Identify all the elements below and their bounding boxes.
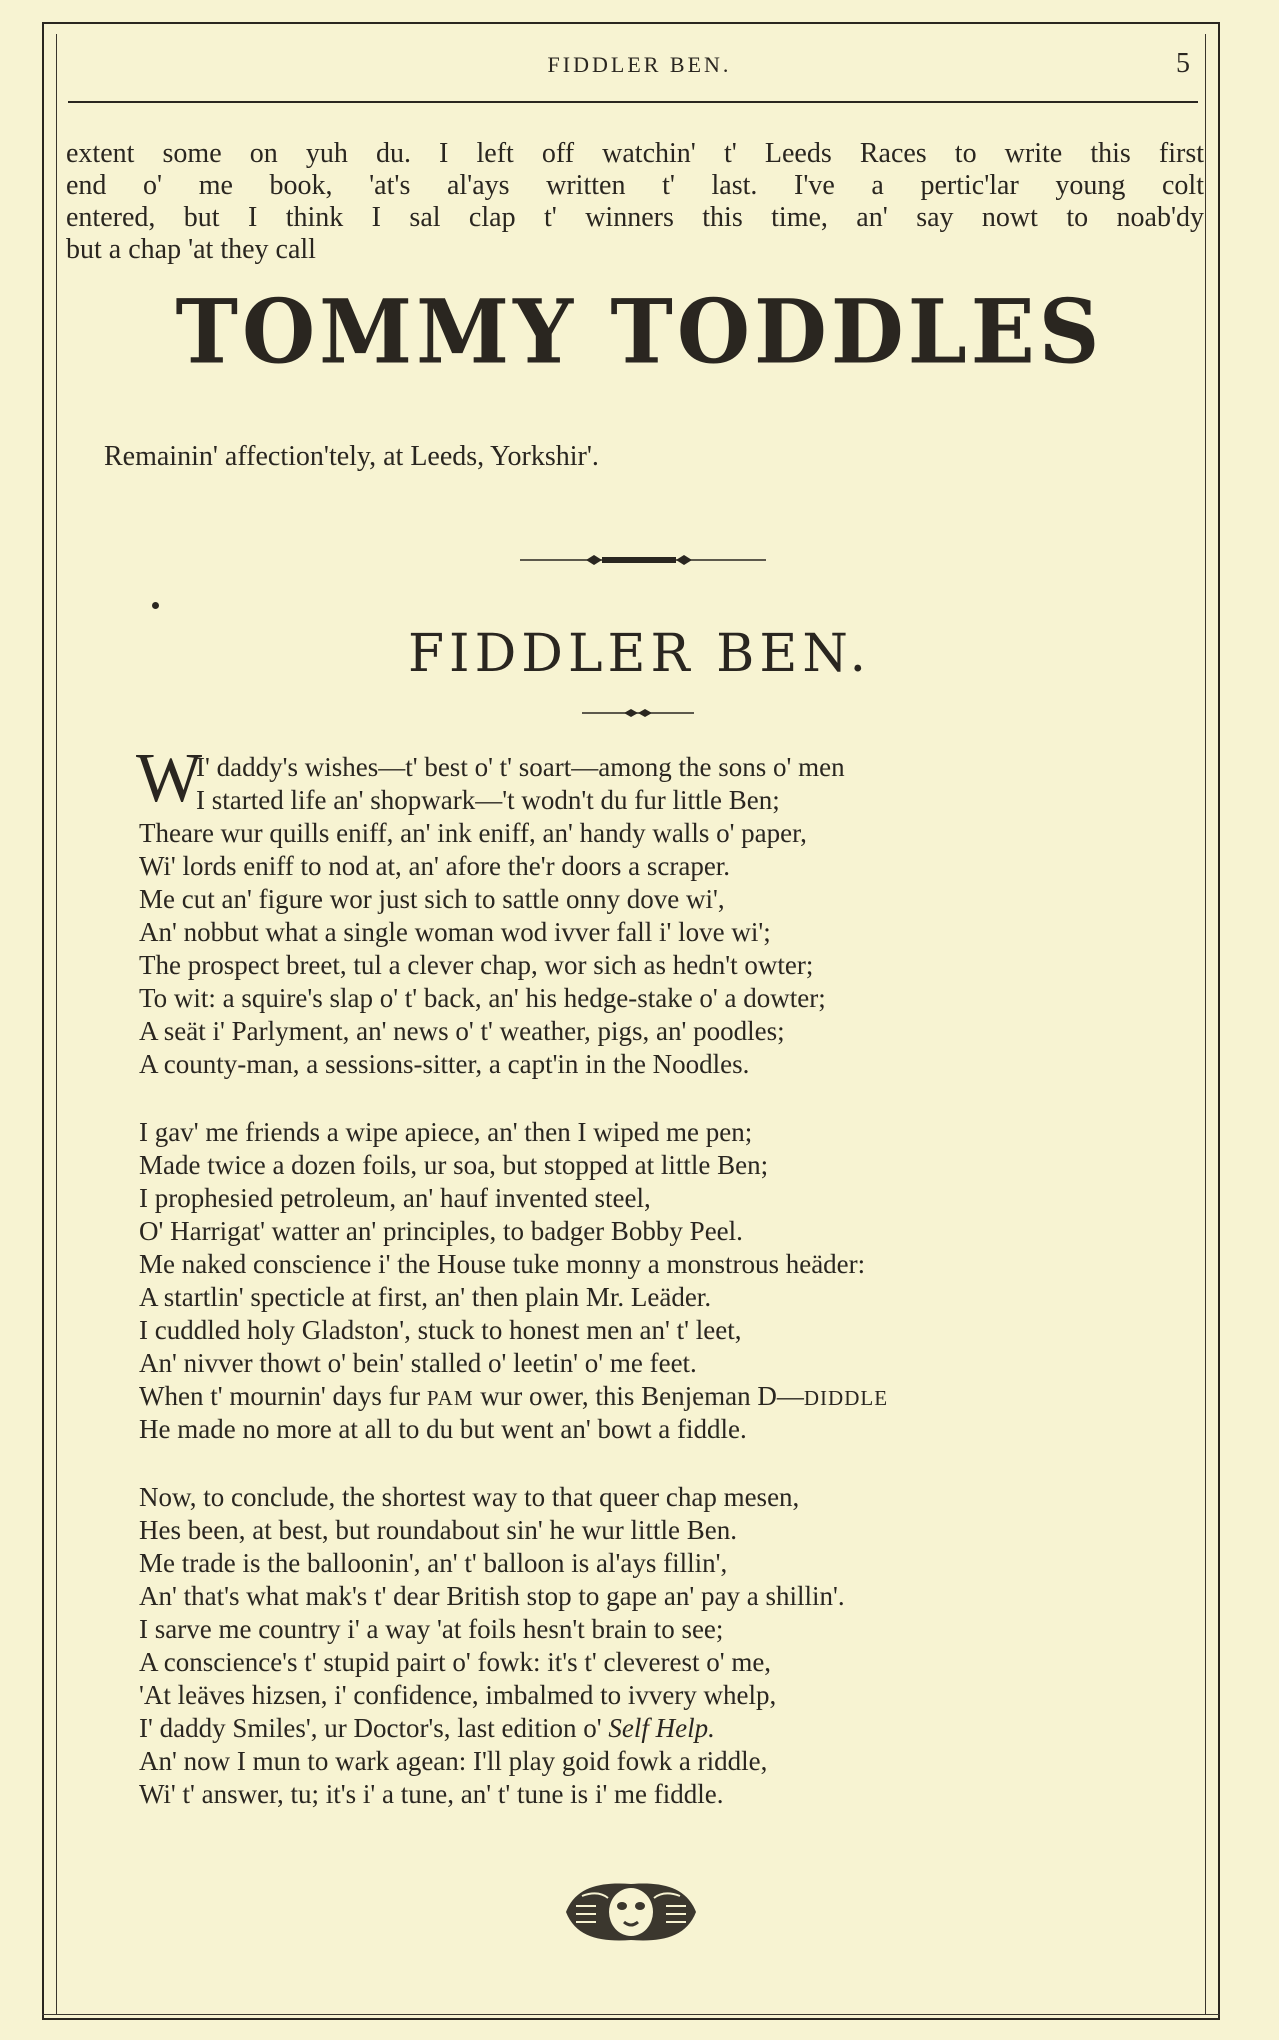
poem-line: The prospect breet, tul a clever chap, wor sich as hedn't owter;: [139, 950, 814, 980]
poem-line: An' nobbut what a single woman wod ivver fall i' love wi';: [139, 917, 771, 947]
poem-line: Me naked conscience i' the House tuke monny a monstrous heäder:: [139, 1249, 866, 1279]
poem-title: FIDDLER BEN.: [407, 624, 872, 684]
poem-line-pam: [139, 1381, 888, 1412]
poem-line: Theare wur quills eniff, an' ink eniff, an' handy walls o' paper,: [139, 818, 807, 848]
poem-line: I sarve me country i' a way 'at foils hesn't brain to see;: [139, 1614, 724, 1644]
running-head: FIDDLER BEN.: [547, 52, 732, 77]
stray-dot: [152, 602, 159, 609]
poem-line: To wit: a squire's slap o' t' back, an' his hedge-stake o' a dowter;: [139, 983, 826, 1013]
poem-line: A conscience's t' stupid pairt o' fowk: it's t' cleverest o' me,: [139, 1647, 772, 1677]
poem-line: I' daddy's wishes—t' best o' t' soart—among the sons o' men: [196, 752, 845, 782]
poem-line: Hes been, at best, but roundabout sin' he wur little Ben.: [139, 1515, 737, 1545]
small-caps-diddle: DIDDLE: [803, 1386, 889, 1410]
poem-line-part: I' daddy Smiles', ur Doctor's, last edition o': [139, 1713, 609, 1743]
page-number: 5: [1176, 48, 1190, 79]
poem-line-self-help: [139, 1713, 715, 1744]
poem-line: A county-man, a sessions-sitter, a capt'in in the Noodles.: [139, 1049, 750, 1079]
poem-line-part: When t' mournin' days fur: [139, 1381, 427, 1411]
poem-line: An' nivver thowt o' bein' stalled o' leetin' o' me feet.: [139, 1348, 697, 1378]
closing-line: Remainin' affection'tely, at Leeds, Yorkshir'.: [104, 441, 599, 472]
poem-line: O' Harrigat' watter an' principles, to badger Bobby Peel.: [139, 1216, 743, 1246]
poem-line: I gav' me friends a wipe apiece, an' then I wiped me pen;: [139, 1117, 753, 1147]
poem-line: A seät i' Parlyment, an' news o' t' weather, pigs, an' poodles;: [139, 1016, 785, 1046]
header-rule: [68, 101, 1198, 103]
small-caps-pam: PAM: [426, 1386, 474, 1410]
page-frame-bottom-rule: [42, 2014, 1220, 2015]
poem-line-part: wur ower, this Benjeman D—: [473, 1381, 804, 1411]
poem-line: Wi' lords eniff to nod at, an' afore the'r doors a scraper.: [139, 851, 731, 881]
rule-diamond-ornament-icon: [520, 550, 766, 570]
intro-line: but a chap 'at they call: [66, 234, 316, 265]
poem-line: Made twice a dozen foils, ur soa, but stopped at little Ben;: [139, 1150, 769, 1180]
poem-line: An' now I mun to wark agean: I'll play goid fowk a riddle,: [139, 1746, 768, 1776]
poem-line: A startlin' specticle at first, an' then plain Mr. Leäder.: [139, 1282, 712, 1312]
poem-line: I prophesied petroleum, an' hauf invented steel,: [139, 1183, 651, 1213]
intro-line: entered, but I think I sal clap t' winners this time, an' say nowt to noab'dy: [66, 202, 1204, 233]
poem-line: Me trade is the balloonin', an' t' balloon is al'ays fillin',: [139, 1548, 728, 1578]
intro-line: end o' me book, 'at's al'ays written t' last. I've a pertic'lar young colt: [66, 170, 1204, 201]
poem-line: Now, to conclude, the shortest way to that queer chap mesen,: [139, 1482, 800, 1512]
italic-self-help: Self Help.: [608, 1713, 715, 1743]
intro-paragraph: [66, 138, 1204, 266]
intro-line: extent some on yuh du. I left off watchin' t' Leeds Races to write this first: [66, 138, 1204, 169]
poem-line: 'At leäves hizsen, i' confidence, imbalmed to ivvery whelp,: [139, 1680, 777, 1710]
drop-cap-w: W: [136, 740, 203, 817]
small-rule-ornament-icon: [582, 705, 694, 721]
poem-line: An' that's what mak's t' dear British stop to gape an' pay a shillin'.: [139, 1581, 845, 1611]
poem-line: I started life an' shopwark—'t wodn't du fur little Ben;: [196, 785, 780, 815]
poem-line: Wi' t' answer, tu; it's i' a tune, an' t' tune is i' me fiddle.: [139, 1779, 724, 1809]
signature-tommy-toddles: TOMMY TODDLES: [175, 279, 1104, 384]
poem-line: Me cut an' figure wor just sich to sattle onny dove wi',: [139, 884, 725, 914]
poem-line: He made no more at all to du but went an' bowt a fiddle.: [139, 1414, 747, 1444]
grotesque-mask-tailpiece-icon: [562, 1876, 700, 1948]
poem-line: I cuddled holy Gladston', stuck to honest men an' t' leet,: [139, 1315, 742, 1345]
